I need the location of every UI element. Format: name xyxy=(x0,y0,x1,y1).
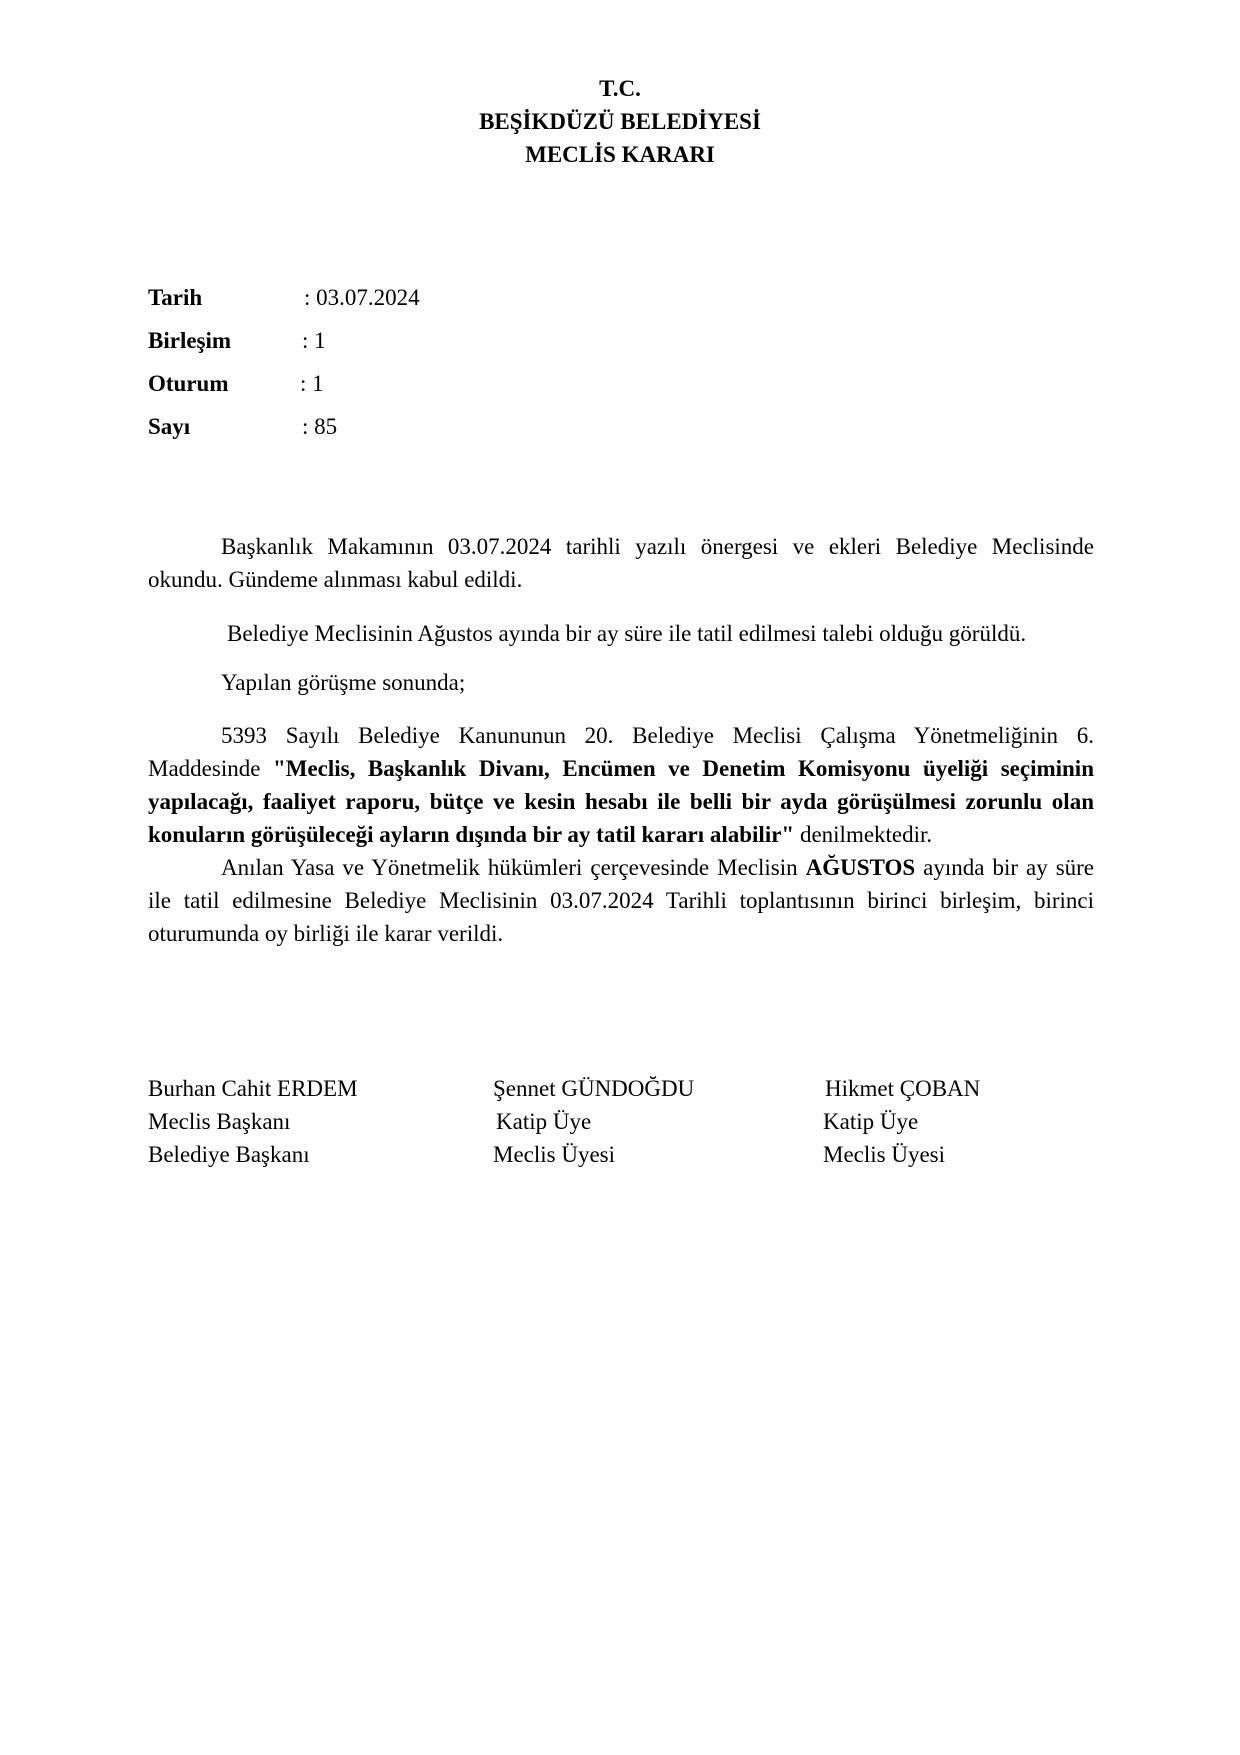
signature-block-2 xyxy=(493,1072,694,1171)
meta-row-session xyxy=(148,328,548,371)
signer-role: Meclis Üyesi xyxy=(493,1142,616,1167)
paragraph-4-quote: "Meclis, Başkanlık Divanı, Encümen ve Denetim Komisyonu üyeliği seçiminin yapılacağı, faaliyet raporu, bütçe ve kesin hesabı ile belli bir ayda görüşülmesi zorunlu olan konuların görüşüleceği ayların dışında bir ay tatil kararı alabilir" xyxy=(148,756,1094,847)
signer-name: Hikmet ÇOBAN xyxy=(825,1076,981,1101)
meta-value: : 85 xyxy=(302,414,338,439)
meta-row-sitting xyxy=(148,371,548,414)
signer-role: Belediye Başkanı xyxy=(148,1142,310,1167)
paragraph-4-start: 5393 Sayılı Belediye Kanununun 20. Belediye Meclisi Çalışma Yönetmeliğinin 6. Maddesinde xyxy=(148,723,1094,781)
meta-value: : 1 xyxy=(302,328,326,353)
signer-role: Meclis Üyesi xyxy=(823,1142,946,1167)
paragraph-2: Belediye Meclisinin Ağustos ayında bir ay süre ile tatil edilmesi talebi olduğu görüldü. xyxy=(227,621,1027,646)
signature-block-3 xyxy=(823,1072,980,1171)
decision-meta xyxy=(148,285,548,457)
meta-row-date xyxy=(148,285,548,328)
paragraph-4 xyxy=(148,719,1094,851)
paragraph-5-month: AĞUSTOS xyxy=(805,855,916,880)
meta-value: : 03.07.2024 xyxy=(304,285,420,310)
signer-name: Şennet GÜNDOĞDU xyxy=(493,1076,695,1101)
signer-role: Katip Üye xyxy=(496,1109,592,1134)
header-title: MECLİS KARARI xyxy=(525,142,715,167)
decision-body xyxy=(148,530,1094,950)
meta-row-number xyxy=(148,414,548,457)
header-tc: T.C. xyxy=(599,76,641,101)
paragraph-1: Başkanlık Makamının 03.07.2024 tarihli yazılı önergesi ve ekleri Belediye Meclisinde okundu. Gündeme alınması kabul edildi. xyxy=(148,534,1094,592)
document-header xyxy=(0,72,1240,171)
paragraph-4-end: denilmektedir. xyxy=(794,822,933,847)
meta-value: : 1 xyxy=(300,371,324,396)
paragraph-3: Yapılan görüşme sonunda; xyxy=(221,670,466,695)
signature-block-1 xyxy=(148,1072,358,1171)
signer-role: Katip Üye xyxy=(823,1109,919,1134)
signer-name: Burhan Cahit ERDEM xyxy=(148,1076,358,1101)
paragraph-5-start: Anılan Yasa ve Yönetmelik hükümleri çerçevesinde Meclisin xyxy=(221,855,806,880)
meta-label: Birleşim xyxy=(148,328,232,353)
signer-role: Meclis Başkanı xyxy=(148,1109,291,1134)
meta-label: Tarih xyxy=(148,285,203,310)
paragraph-5-end: ayında bir ay süre ile tatil edilmesine Belediye Meclisinin 03.07.2024 Tarihli toplantısının birinci birleşim, birinci oturumunda oy birliği ile karar verildi. xyxy=(148,855,1095,946)
header-municipality: BEŞİKDÜZÜ BELEDİYESİ xyxy=(479,109,761,134)
paragraph-5 xyxy=(148,851,1094,950)
meta-label: Oturum xyxy=(148,371,229,396)
meta-label: Sayı xyxy=(148,414,191,439)
